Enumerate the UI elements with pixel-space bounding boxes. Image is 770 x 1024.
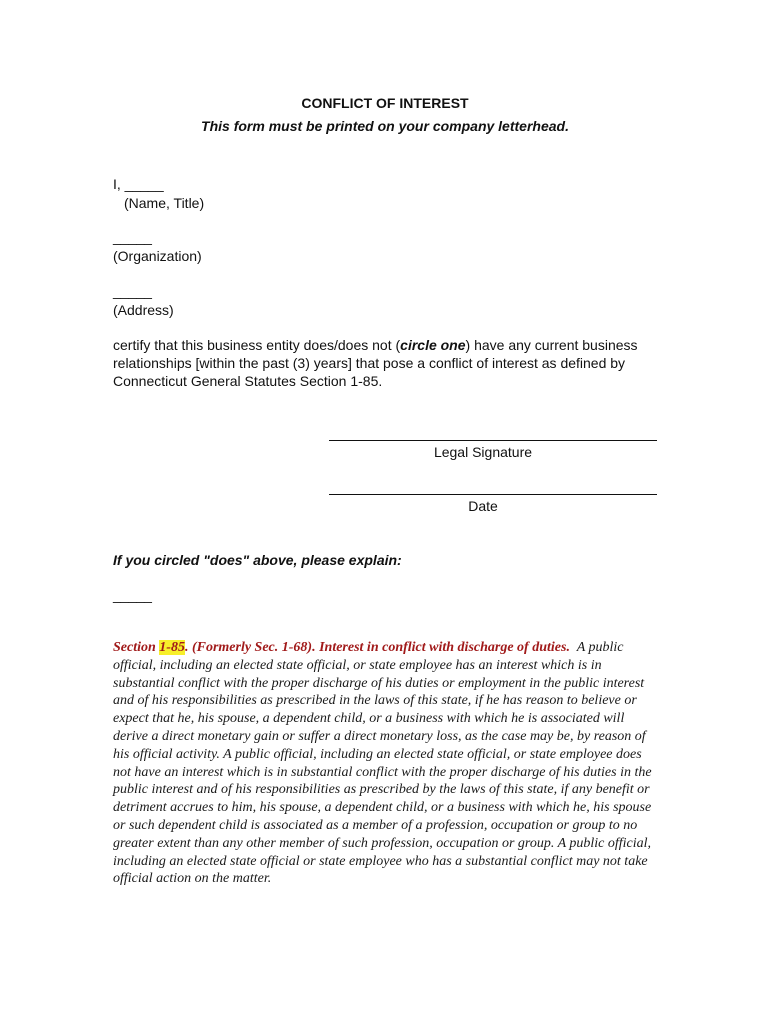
signature-line [329, 440, 657, 441]
organization-label: (Organization) [113, 248, 202, 264]
statute-body: A public official, including an elected state official, or state employee has an interest which is in substantial conflict with the proper discharge of his duties or employment in the public interest and of his responsibilities as prescribed in the laws of this state, if he has reason to believe or expect that he, his spouse, a dependent child, or a business with which he is associated will derive a direct monetary gain or suffer a direct monetary loss, as the case may be, by reason of his official activity. A public official, including an elected state official, or state employee does not have an interest which is in substantial conflict with the proper discharge of his duties in the public interest and of his responsibilities as prescribed by the laws of this state, if any benefit or detriment accrues to him, his spouse, a dependent child, or a business with which he, his spouse or such dependent child is associated as a member of a profession, occupation or group to no greater extent than any other member of such profession, occupation or group. A public official, including an elected state official or state employee who has a substantial conflict may not take official action on the matter. [113, 640, 652, 887]
explanation-blank: _____ [113, 587, 152, 603]
address-line: _____ [113, 283, 152, 299]
certification-text-after: ) have any current business relationships [within the past (3) years] that pose a conflict of interest as defined by Connecticut General Statutes Section 1-85. [113, 337, 638, 389]
form-title: CONFLICT OF INTEREST [301, 95, 469, 111]
certification-statement [113, 336, 673, 390]
circle-one-emphasis: circle one [400, 337, 466, 353]
explanation-prompt: If you circled "does" above, please explain: [113, 552, 402, 568]
address-label: (Address) [113, 302, 174, 318]
statute-section-number: 1-85 [159, 640, 185, 655]
statute-excerpt [113, 639, 658, 888]
date-line [329, 494, 657, 495]
date-label: Date [468, 498, 498, 514]
name-title-label: (Name, Title) [124, 195, 205, 211]
statute-heading [113, 640, 570, 655]
certification-text-before: certify that this business entity does/does not ( [113, 337, 401, 353]
statute-heading-prefix: Section [113, 640, 160, 655]
name-line: I, _____ [113, 176, 164, 192]
statute-heading-rest: . (Formerly Sec. 1-68). Interest in conflict with discharge of duties. [184, 640, 570, 655]
legal-signature-label: Legal Signature [433, 444, 533, 460]
letterhead-instruction: This form must be printed on your company letterhead. [201, 118, 569, 134]
organization-line: _____ [113, 229, 152, 245]
